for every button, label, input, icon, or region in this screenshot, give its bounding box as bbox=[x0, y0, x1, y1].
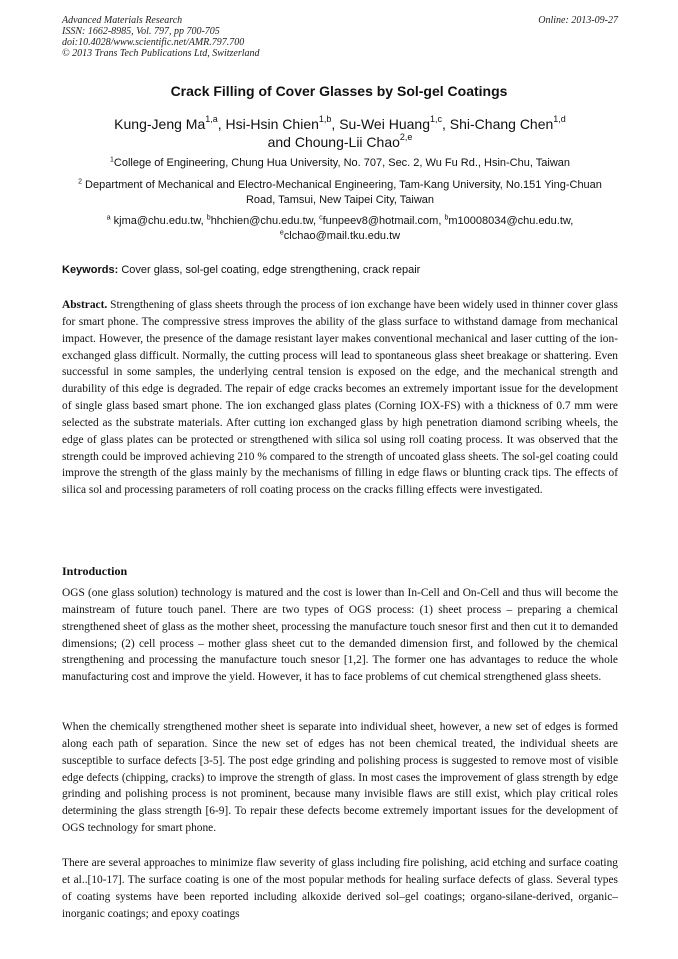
author-name: Su-Wei Huang$^{1,c}$, bbox=[339, 114, 450, 132]
email-address[interactable]: $^b$hhchien@chu.edu.tw bbox=[206, 214, 313, 227]
email-address[interactable]: $^e$clchao@mail.tku.edu.tw bbox=[279, 229, 401, 242]
email-address[interactable]: $^a$ kjma@chu.edu.tw bbox=[106, 214, 201, 227]
abstract bbox=[62, 297, 618, 499]
author-name: Hsi-Hsin Chien$^{1,b}$, bbox=[225, 114, 340, 132]
keywords-text: Cover glass, sol-gel coating, edge strengthening, crack repair bbox=[121, 264, 421, 276]
intro-paragraph-3: There are several approaches to minimize flaw severity of glass including fire polishing, acid etching and surface coating et al..[10-17]. The surface coating is one of the most popular methods for healing surface defects of glass. Several types of coating systems have been reported including alkoxide derived sol–gel coatings; organo-silane-derived, organic–inorganic coatings; and epoxy coatings bbox=[62, 857, 618, 920]
author-list bbox=[62, 115, 618, 151]
author-name: Choung-Lii Chao$^{2,e}$ bbox=[294, 132, 413, 150]
section-heading-introduction: Introduction bbox=[62, 564, 128, 578]
abstract-label: Abstract. bbox=[62, 299, 108, 311]
online-date: Online: 2013-09-27 bbox=[538, 15, 618, 26]
author-name: Kung-Jeng Ma$^{1,a}$, bbox=[114, 114, 226, 132]
paper-title: Crack Filling of Cover Glasses by Sol-gel Coatings bbox=[170, 83, 508, 99]
keywords-line bbox=[62, 264, 618, 276]
keywords-label: Keywords: bbox=[62, 264, 119, 276]
email-address[interactable]: $^c$funpeev8@hotmail.com bbox=[319, 214, 439, 227]
journal-name: Advanced Materials Research bbox=[62, 15, 183, 26]
email-address[interactable]: $^b$m10008034@chu.edu.tw bbox=[444, 214, 571, 227]
citation-block bbox=[62, 15, 618, 59]
author-joiner: and bbox=[267, 134, 291, 150]
copyright-line: © 2013 Trans Tech Publications Ltd, Switzerland bbox=[62, 48, 260, 59]
journal-header bbox=[62, 15, 618, 59]
affiliation-1: $^1$College of Engineering, Chung Hua University, No. 707, Sec. 2, Wu Fu Rd., Hsin-Chu, Taiwan bbox=[109, 156, 571, 169]
affiliation-2: $^2$ Department of Mechanical and Electro-Mechanical Engineering, Tam-Kang University, No.151 Ying-Chuan Road, Tamsui, New Taipei City, Taiwan bbox=[78, 178, 602, 206]
email-list: $^a$ kjma@chu.edu.tw, $^b$hhchien@chu.edu.tw, $^c$funpeev8@hotmail.com, $^b$m10008034@chu.edu.tw, $^e$clchao@mail.tku.edu.tw bbox=[106, 214, 574, 242]
doi-line: doi:10.4028/www.scientific.net/AMR.797.700 bbox=[62, 37, 245, 48]
issn-line: ISSN: 1662-8985, Vol. 797, pp 700-705 bbox=[62, 26, 220, 37]
intro-paragraph-2: When the chemically strengthened mother sheet is separate into individual sheet, however, a new set of edges is formed along each path of separation. Since the new set of edges has not been chemical treated, the individual sheets are susceptible to surface defects [3-5]. The post edge grinding and polishing process is suggested to remove most of visible edge defects (chipping, cracks) to improve the strength of glass. In most cases the improvement of glass strength by edge grinding and polishing process is not prominent, because many invisible flaws are still exist, which play critical roles determining the glass strength [6-9]. To repair these defects become extremely important issues for the development of OGS technology for smart phone. bbox=[62, 721, 618, 835]
intro-paragraph-1: OGS (one glass solution) technology is matured and the cost is lower than In-Cell and On-Cell and thus will become the mainstream of future touch panel. There are two types of OGS process: (1) sheet process – preparing a chemical strengthened sheet of glass as the mother sheet, processing the manufacture touch snesor first and then cut it to demanded dimensions; (2) cell process – mother glass sheet cut to the demanded dimension first, and followed by the chemical strengthening and processing the manufacture touch snesor [1,2]. The former one has advantages to reduce the whole manufacturing cost and improve the yield. However, it has to face problems of cut chemical strengthened glass sheets. bbox=[62, 587, 618, 684]
abstract-text: Strengthening of glass sheets through the process of ion exchange have been widely used in thinner cover glass for smart phone. The compressive stress improves the ability of the glass surface to withstand damage from mechanical impact. However, the presence of the damage resistant layer makes conventional mechanical and laser cutting of the ion-exchanged glass difficult. Normally, the cutting process will lead to spontaneous glass sheet breakage or shattering. Even successful in some samples, the underlying central tension is exposed on the edge, and the mechanical strength and durability of this edge is degraded. The repair of edge cracks becomes an extremely important issue for the development of single glass based smart phone. The ion exchanged glass plates (Corning IOX-FS) with a thickness of 0.7 mm were selected as the substrate materials. After cutting ion exchanged glass by high penetration diamond scribing wheels, the edge of glass plates can be protected or strengthened with silica sol using roll coating process. It was observed that the strength could be improved achieving 210 % compared to the strength of uncoated glass sheets. The sol-gel coating could improve the strength of the glass mainly by the mechanisms of filling in edge flaws or blunting crack tips. The effects of silica sol and processing parameters of roll coating process on the cracks filling effects were investigated. bbox=[62, 299, 618, 497]
author-name: Shi-Chang Chen$^{1,d}$ bbox=[449, 114, 566, 132]
